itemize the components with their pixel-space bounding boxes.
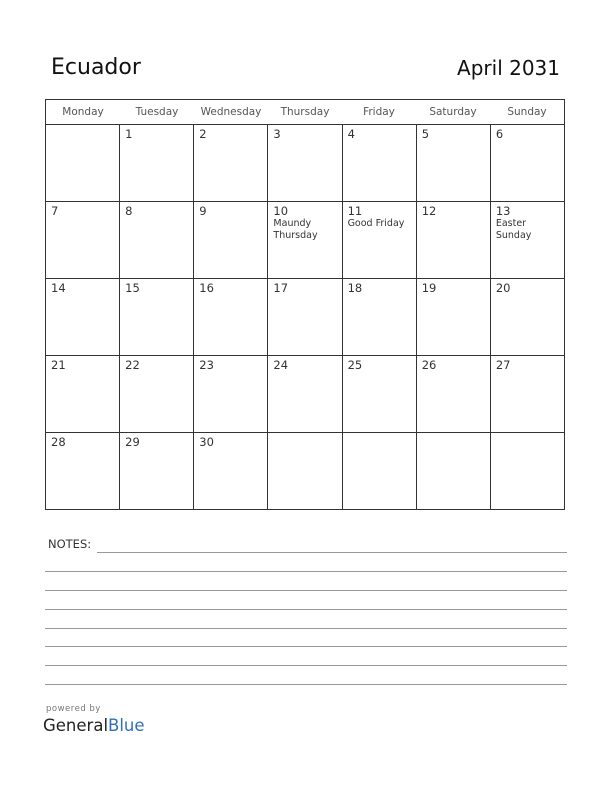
note-line	[45, 665, 567, 666]
notes-label: NOTES:	[48, 537, 92, 551]
weekday-thursday: Thursday	[280, 106, 330, 118]
day-number: 15	[125, 281, 140, 295]
weekday-sunday: Sunday	[507, 106, 547, 118]
day-number: 6	[495, 127, 504, 141]
day-cell-5	[417, 125, 491, 201]
day-number: 4	[347, 127, 355, 141]
weekday-saturday: Saturday	[429, 106, 477, 118]
day-cell-30	[194, 433, 268, 509]
country-title: Ecuador	[51, 55, 141, 80]
day-number: 26	[421, 358, 437, 372]
note-line	[97, 552, 567, 553]
day-cell-2	[194, 125, 268, 201]
note-line	[45, 590, 567, 591]
generalblue-logo[interactable]	[43, 716, 145, 735]
day-number: 17	[273, 281, 289, 295]
calendar-week	[46, 125, 564, 202]
day-cell-1	[120, 125, 194, 201]
day-cell-21	[46, 356, 120, 432]
note-line	[45, 571, 567, 572]
day-number: 19	[421, 281, 437, 295]
day-number: 1	[125, 127, 133, 141]
day-cell-empty	[417, 433, 491, 509]
note-line	[45, 646, 567, 647]
brand-blue-text: Blue	[108, 716, 145, 735]
day-number: 13	[495, 204, 511, 218]
day-number: 14	[51, 281, 66, 295]
day-number: 2	[199, 127, 207, 141]
day-cell-27	[491, 356, 564, 432]
holiday-label: Maundy	[273, 218, 312, 229]
day-cell-empty	[343, 433, 417, 509]
day-cell-15	[120, 279, 194, 355]
day-cell-11	[343, 202, 417, 278]
note-line	[45, 684, 567, 685]
day-number: 29	[125, 435, 140, 449]
day-cell-empty	[268, 433, 342, 509]
day-cell-22	[120, 356, 194, 432]
calendar-week	[46, 356, 564, 433]
powered-by-text: powered by	[46, 704, 101, 714]
day-cell-29	[120, 433, 194, 509]
day-cell-4	[343, 125, 417, 201]
weekday-tuesday: Tuesday	[135, 106, 179, 118]
day-number: 5	[421, 127, 430, 141]
day-number: 30	[199, 435, 214, 449]
weekday-monday: Monday	[62, 106, 104, 118]
day-cell-24	[268, 356, 342, 432]
day-cell-25	[343, 356, 417, 432]
day-cell-9	[194, 202, 268, 278]
weekday-friday: Friday	[363, 106, 395, 118]
day-cell-23	[194, 356, 268, 432]
day-cell-20	[491, 279, 564, 355]
day-number: 22	[125, 358, 140, 372]
day-cell-12	[417, 202, 491, 278]
brand-general-text: General	[43, 716, 109, 735]
day-cell-6	[491, 125, 564, 201]
holiday-label: Easter	[495, 218, 527, 229]
day-cell-13	[491, 202, 564, 278]
day-number: 20	[495, 281, 511, 295]
day-cell-10	[268, 202, 342, 278]
day-cell-19	[417, 279, 491, 355]
day-cell-empty	[46, 125, 120, 201]
month-title: April 2031	[457, 56, 560, 80]
day-number: 10	[273, 204, 289, 218]
day-number: 7	[51, 204, 59, 218]
day-cell-18	[343, 279, 417, 355]
day-cell-3	[268, 125, 342, 201]
day-number: 11	[347, 204, 363, 218]
note-line	[45, 628, 567, 629]
day-cell-17	[268, 279, 342, 355]
day-cell-14	[46, 279, 120, 355]
day-cell-empty	[491, 433, 564, 509]
day-number: 25	[347, 358, 363, 372]
day-cell-28	[46, 433, 120, 509]
holiday-label: Thursday	[273, 230, 318, 241]
day-number: 16	[199, 281, 214, 295]
day-number: 8	[125, 204, 133, 218]
day-cell-16	[194, 279, 268, 355]
day-number: 18	[347, 281, 363, 295]
calendar-week	[46, 202, 564, 279]
holiday-label: Good Friday	[347, 218, 405, 229]
day-number: 23	[199, 358, 214, 372]
day-number: 3	[273, 127, 281, 141]
day-number: 24	[273, 358, 289, 372]
day-number: 9	[199, 204, 207, 218]
holiday-label: Sunday	[495, 230, 532, 241]
calendar-week	[46, 279, 564, 356]
day-cell-7	[46, 202, 120, 278]
calendar-week	[46, 433, 564, 509]
day-number: 12	[421, 204, 437, 218]
weekday-header	[46, 100, 564, 125]
note-line	[45, 609, 567, 610]
day-number: 27	[495, 358, 511, 372]
calendar-weeks	[46, 125, 564, 509]
day-cell-26	[417, 356, 491, 432]
day-cell-8	[120, 202, 194, 278]
day-number: 28	[51, 435, 66, 449]
day-number: 21	[51, 358, 66, 372]
calendar-grid	[45, 99, 565, 510]
weekday-wednesday: Wednesday	[200, 106, 262, 118]
